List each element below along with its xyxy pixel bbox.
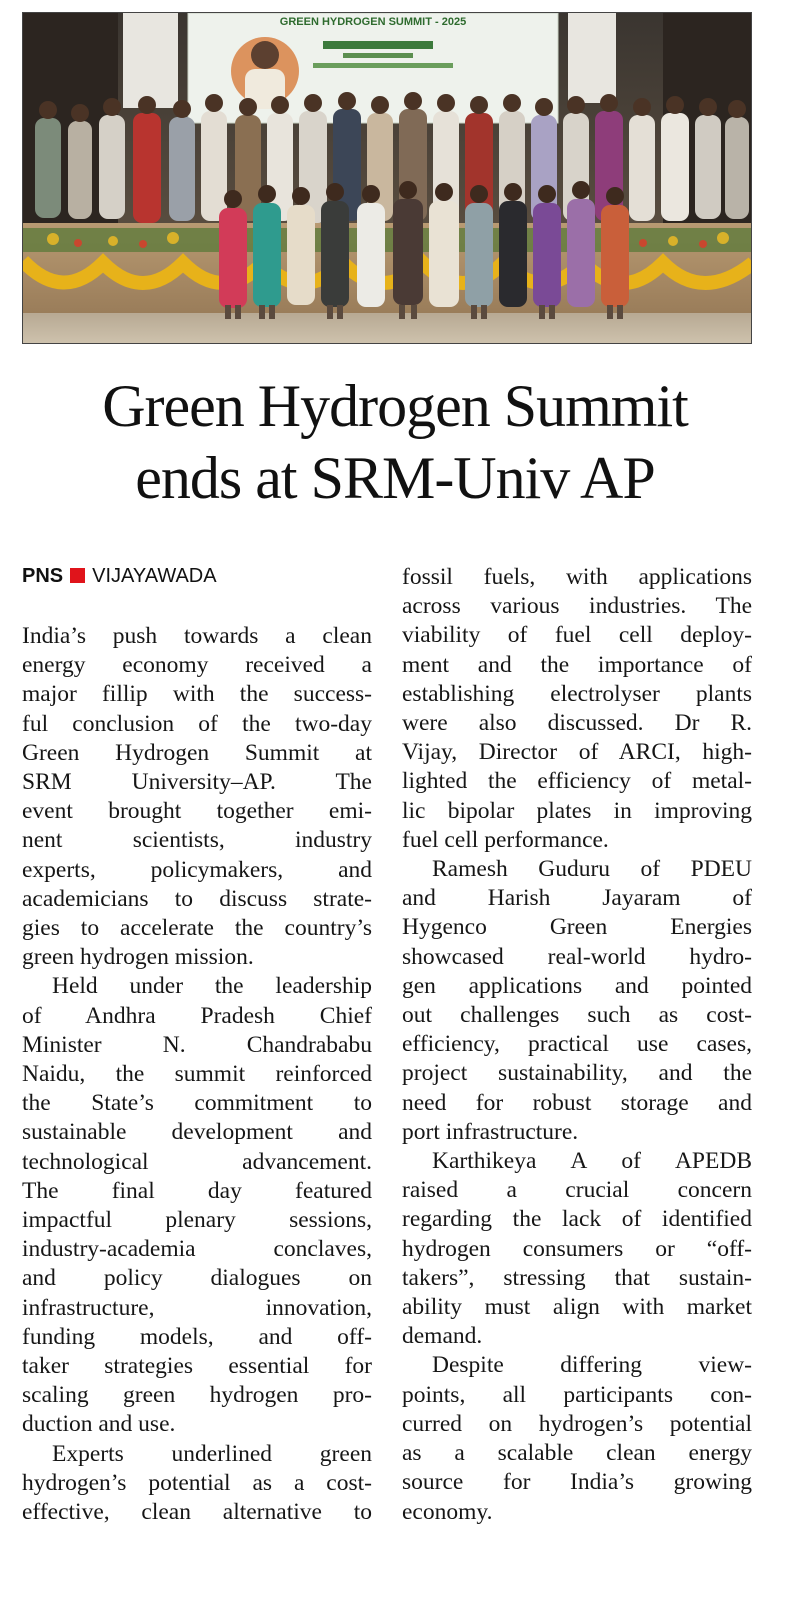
article-line: out challenges such as cost-	[402, 1002, 752, 1029]
article-line: green hydrogen mission.	[22, 944, 254, 971]
article-line: taker strategies essential for	[22, 1353, 372, 1380]
article-line: impactful plenary sessions,	[22, 1207, 372, 1234]
article-headline	[0, 370, 790, 514]
group-photo-icon	[23, 13, 752, 344]
article-line: fuel cell performance.	[402, 826, 609, 853]
article-line: and policy dialogues on	[22, 1265, 372, 1292]
article-line: Despite differing view-	[432, 1352, 752, 1379]
dateline: VIJAYAWADA	[92, 565, 217, 587]
article-line: ment and the importance of	[402, 651, 752, 678]
article-line: source for India’s growing	[402, 1469, 752, 1496]
article-line: ful conclusion of the two-day	[22, 710, 372, 737]
article-line: points, all participants con-	[402, 1381, 752, 1408]
byline	[22, 563, 217, 589]
article-line: port infrastructure.	[402, 1118, 579, 1145]
article-line: effective, clean alternative to	[22, 1499, 372, 1526]
article-line: Karthikeya A of APEDB	[432, 1148, 752, 1175]
article-line: raised a crucial concern	[402, 1177, 752, 1204]
event-group-photo	[22, 12, 752, 344]
article-line: Naidu, the summit reinforced	[22, 1061, 372, 1088]
article-line: gies to accelerate the country’s	[22, 915, 372, 942]
headline-line-1: Green Hydrogen Summit	[102, 373, 688, 439]
article-line: viability of fuel cell deploy-	[402, 622, 752, 649]
article-line: event brought together emi-	[22, 798, 372, 825]
article-column-right	[402, 563, 752, 1527]
article-line: and Harish Jayaram of	[402, 885, 752, 912]
article-line: takers”, stressing that sustain-	[402, 1264, 752, 1291]
article-line: technological advancement.	[22, 1148, 372, 1175]
article-line: duction and use.	[22, 1411, 176, 1438]
article-line: of Andhra Pradesh Chief	[22, 1002, 372, 1029]
article-line: major fillip with the success-	[22, 681, 372, 708]
article-line: industry-academia conclaves,	[22, 1236, 372, 1263]
article-line: India’s push towards a clean	[22, 623, 372, 649]
article-line: Hygenco Green Energies	[402, 914, 752, 941]
article-line: economy.	[402, 1498, 493, 1525]
article-line: sustainable development and	[22, 1119, 372, 1146]
article-line: SRM University–AP. The	[22, 769, 372, 796]
article-line: need for robust storage and	[402, 1089, 752, 1116]
article-line: scaling green hydrogen pro-	[22, 1382, 372, 1409]
article-line: nent scientists, industry	[22, 827, 372, 854]
article-line: establishing electrolyser plants	[402, 680, 752, 707]
article-line: hydrogen consumers or “off-	[402, 1235, 752, 1262]
article-line: the State’s commitment to	[22, 1090, 372, 1117]
news-agency: PNS	[22, 565, 64, 587]
article-line: infrastructure, innovation,	[22, 1294, 372, 1321]
article-line: fossil fuels, with applications	[402, 564, 752, 590]
article-line: efficiency, practical use cases,	[402, 1031, 752, 1058]
article-line: Ramesh Guduru of PDEU	[432, 856, 752, 883]
article-line: regarding the lack of identified	[402, 1206, 752, 1233]
article-line: experts, policymakers, and	[22, 856, 372, 883]
article-line: gen applications and pointed	[402, 972, 752, 999]
article-line: demand.	[402, 1323, 483, 1350]
article-line: as a scalable clean energy	[402, 1440, 752, 1467]
article-line: were also discussed. Dr R.	[402, 710, 752, 737]
article-line: academicians to discuss strate-	[22, 885, 372, 912]
article-line: Minister N. Chandrababu	[22, 1031, 372, 1058]
article-line: funding models, and off-	[22, 1323, 372, 1350]
article-line: across various industries. The	[402, 593, 752, 620]
article-line: The final day featured	[22, 1177, 372, 1204]
article-line: curred on hydrogen’s potential	[402, 1410, 752, 1437]
article-line: hydrogen’s potential as a cost-	[22, 1469, 372, 1496]
article-line: Green Hydrogen Summit at	[22, 739, 372, 766]
article-line: Vijay, Director of ARCI, high-	[402, 739, 752, 766]
article-line: Held under the leadership	[52, 973, 372, 1000]
banner-text: GREEN HYDROGEN SUMMIT - 2025	[279, 16, 467, 28]
article-line: project sustainability, and the	[402, 1060, 752, 1087]
article-line: lighted the efficiency of metal-	[402, 768, 752, 795]
article-line: lic bipolar plates in improving	[402, 797, 752, 824]
article-line: energy economy received a	[22, 652, 372, 679]
article-line: Experts underlined green	[52, 1440, 372, 1467]
byline-separator-square-icon	[70, 568, 85, 583]
article-line: showcased real-world hydro-	[402, 943, 752, 970]
headline-line-2: ends at SRM-Univ AP	[135, 445, 655, 511]
article-column-left	[22, 622, 372, 1527]
article-line: ability must align with market	[402, 1294, 752, 1321]
